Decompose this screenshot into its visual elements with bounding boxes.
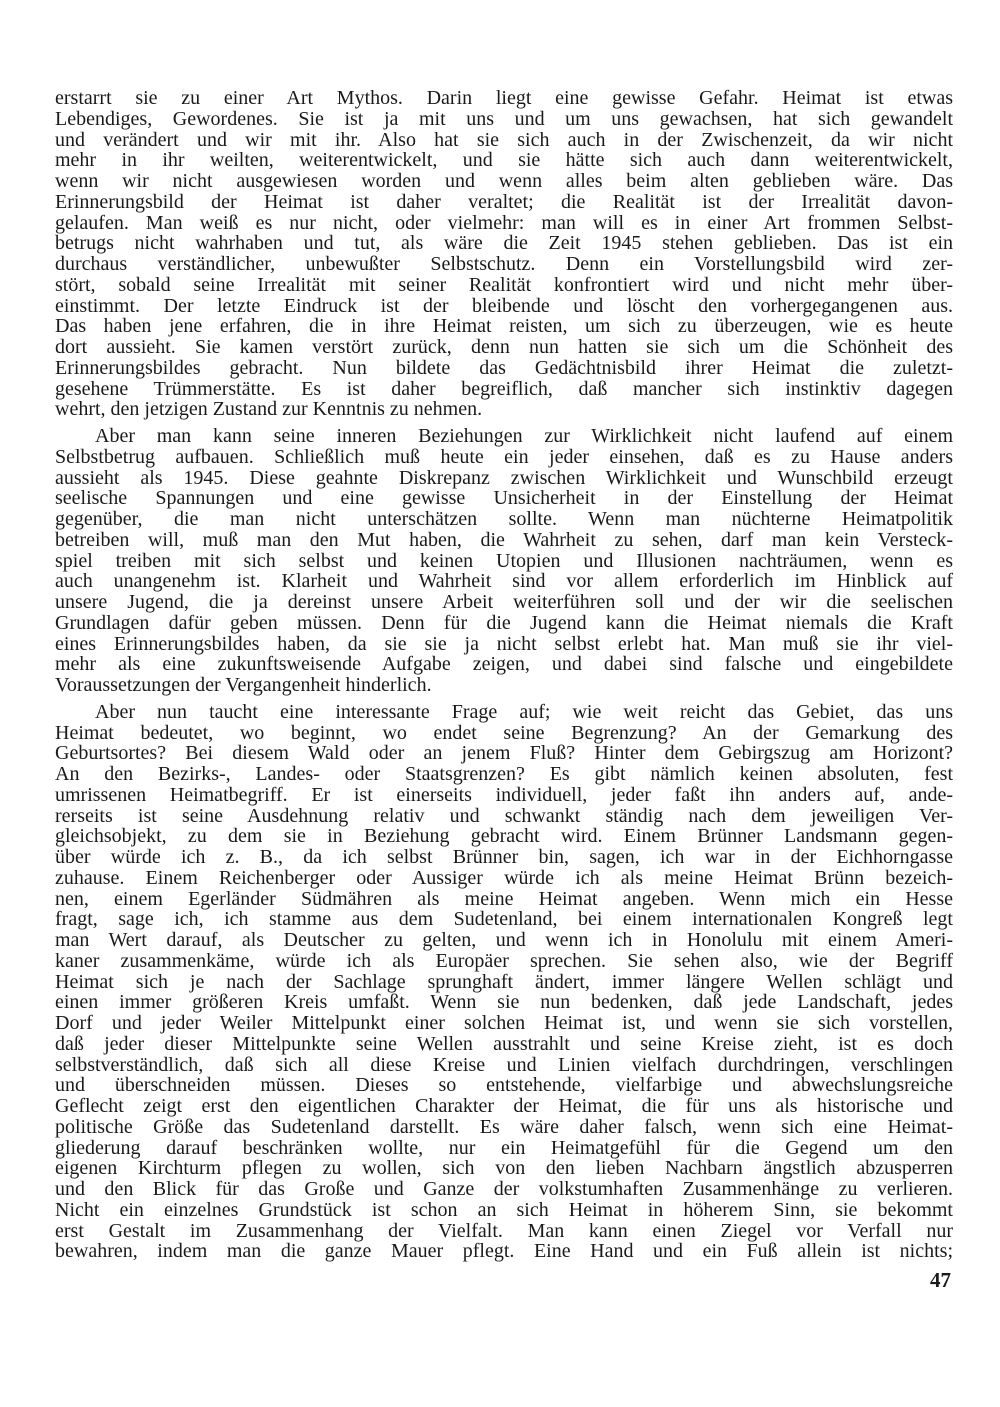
text-line: spiel treiben mit sich selbst und keinen Utopien und Illusionen nachträumen, wenn es [55, 549, 953, 572]
page-body [55, 88, 953, 1268]
text-line: einen immer größeren Kreis umfaßt. Wenn sie nun bedenken, daß jede Landschaft, jedes [55, 991, 953, 1014]
paragraph [55, 88, 953, 420]
text-line: Heimat sich je nach der Sachlage sprunghaft ändert, immer längere Wellen schlägt und [55, 970, 953, 993]
text-line: wehrt, den jetzigen Zustand zur Kenntnis zu nehmen. [55, 398, 483, 421]
text-line: Voraussetzungen der Vergangenheit hinderlich. [55, 674, 432, 696]
text-line: erst Gestalt im Zusammenhang der Vielfalt. Man kann einen Ziegel vor Verfall nur [55, 1219, 953, 1242]
paragraph [55, 426, 953, 696]
text-line: betrugs nicht wahrhaben und tut, als wäre die Zeit 1945 stehen geblieben. Das ist ein [55, 232, 953, 255]
text-line: Das haben jene erfahren, die in ihre Heimat reisten, um sich zu überzeugen, wie es heute [55, 315, 953, 338]
text-line: erstarrt sie zu einer Art Mythos. Darin liegt eine gewisse Gefahr. Heimat ist etwas [55, 87, 953, 109]
text-line: dort aussieht. Sie kamen verstört zurück, denn nun hatten sie sich um die Schönheit des [55, 336, 953, 358]
text-line: und verändert und wir mit ihr. Also hat sie sich auch in der Zwischenzeit, da wir nicht [55, 128, 953, 151]
text-line: Aber nun taucht eine interessante Frage auf; wie weit reicht das Gebiet, das uns [95, 700, 953, 723]
text-line: einstimmt. Der letzte Eindruck ist der bleibende und löscht den vorhergegangenen aus. [55, 294, 953, 317]
text-line: gegenüber, die man nicht unterschätzen sollte. Wenn man nüchterne Heimatpolitik [55, 508, 953, 530]
text-line: durchaus verständlicher, unbewußter Selbstschutz. Denn ein Vorstellungsbild wird zer- [55, 253, 953, 275]
text-line: und überschneiden müssen. Dieses so entstehende, vielfarbige und abwechslungsreiche [55, 1074, 953, 1097]
text-line: eines Erinnerungsbildes haben, da sie sie ja nicht selbst erlebt hat. Man muß sie ihr viel- [55, 632, 953, 655]
text-line: Grundlagen dafür geben müssen. Denn für die Jugend kann die Heimat niemals die Kraft [55, 611, 953, 634]
paragraph [55, 702, 953, 1262]
text-line: nen, einem Egerländer Südmähren als meine Heimat angeben. Wenn mich ein Hesse [55, 887, 953, 910]
text-line: Heimat bedeutet, wo beginnt, wo endet seine Begrenzung? An der Gemarkung des [55, 721, 953, 744]
text-line: bewahren, indem man die ganze Mauer pflegt. Eine Hand und ein Fuß allein ist nichts; [55, 1240, 953, 1263]
text-line: gesehene Trümmerstätte. Es ist daher begreiflich, daß mancher sich instinktiv dagegen [55, 377, 953, 400]
page-number: 47 [930, 1268, 951, 1292]
text-line: man Wert darauf, als Deutscher zu gelten, und wenn ich in Honolulu mit einem Ameri- [55, 929, 953, 951]
text-line: aussieht als 1945. Diese geahnte Diskrepanz zwischen Wirklichkeit und Wunschbild erzeugt [55, 466, 953, 489]
text-line: Lebendiges, Gewordenes. Sie ist ja mit uns und um uns gewachsen, hat sich gewandelt [55, 107, 953, 130]
text-line: betreiben will, muß man den Mut haben, die Wahrheit zu sehen, darf man kein Versteck- [55, 528, 953, 551]
text-line: daß jeder dieser Mittelpunkte seine Wellen ausstrahlt und seine Kreise zieht, ist es doch [55, 1032, 953, 1055]
text-line: Nicht ein einzelnes Grundstück ist schon an sich Heimat in höherem Sinn, sie bekommt [55, 1198, 953, 1221]
text-line: über würde ich z. B., da ich selbst Brünner bin, sagen, ich war in der Eichhorngasse [55, 846, 953, 868]
text-line: Geburtsortes? Bei diesem Wald oder an jenem Fluß? Hinter dem Gebirgszug am Horizont? [55, 742, 953, 765]
text-line: Dorf und jeder Weiler Mittelpunkt einer solchen Heimat ist, und wenn sie sich vorstellen, [55, 1012, 953, 1034]
text-line: fragt, sage ich, ich stamme aus dem Sudetenland, bei einem internationalen Kongreß legt [55, 908, 953, 931]
text-line: eigenen Kirchturm pflegen zu wollen, sich von den lieben Nachbarn ängstlich abzusperren [55, 1157, 953, 1180]
text-line: mehr in ihr weilten, weiterentwickelt, und sie hätte sich auch dann weiterentwickelt, [55, 149, 953, 172]
text-line: Aber man kann seine inneren Beziehungen zur Wirklichkeit nicht laufend auf einem [95, 425, 953, 447]
text-line: wenn wir nicht ausgewiesen worden und wenn alles beim alten geblieben wäre. Das [55, 170, 953, 192]
text-line: unsere Jugend, die ja dereinst unsere Arbeit weiterführen soll und der wir die seelischen [55, 591, 953, 613]
text-line: seelische Spannungen und eine gewisse Unsicherheit in der Einstellung der Heimat [55, 487, 953, 510]
text-line: rerseits ist seine Ausdehnung relativ und schwankt ständig nach dem jeweiligen Ver- [55, 804, 953, 827]
text-line: gelaufen. Man weiß es nur nicht, oder vielmehr: man will es in einer Art frommen Selbst- [55, 211, 953, 234]
text-line: und den Blick für das Große und Ganze der volkstumhaften Zusammenhänge zu verlieren. [55, 1178, 953, 1200]
text-line: An den Bezirks-, Landes- oder Staatsgrenzen? Es gibt nämlich keinen absoluten, fest [55, 763, 953, 785]
text-line: Erinnerungsbildes gebracht. Nun bildete das Gedächtnisbild ihrer Heimat die zuletzt- [55, 356, 953, 379]
text-line: kaner zusammenkäme, würde ich als Europäer sprechen. Sie sehen also, wie der Begriff [55, 949, 953, 972]
text-line: zuhause. Einem Reichenberger oder Aussiger würde ich als meine Heimat Brünn bezeich- [55, 866, 953, 889]
text-line: Erinnerungsbild der Heimat ist daher veraltet; die Realität ist der Irrealität davon- [55, 190, 953, 213]
text-line: politische Größe das Sudetenland darstellt. Es wäre daher falsch, wenn sich eine Heimat- [55, 1115, 953, 1138]
text-line: selbstverständlich, daß sich all diese Kreise und Linien vielfach durchdringen, verschlingen [55, 1053, 953, 1076]
text-line: mehr als eine zukunftsweisende Aufgabe zeigen, und dabei sind falsche und eingebildete [55, 653, 953, 676]
text-line: auch unangenehm ist. Klarheit und Wahrheit sind vor allem erforderlich im Hinblick auf [55, 570, 953, 593]
text-line: umrissenen Heimatbegriff. Er ist einerseits individuell, jeder faßt ihn anders auf, ande- [55, 783, 953, 806]
text-line: stört, sobald seine Irrealität mit seiner Realität konfrontiert wird und nicht mehr über- [55, 273, 953, 296]
text-line: gleichsobjekt, zu dem sie in Beziehung gebracht wird. Einem Brünner Landsmann gegen- [55, 825, 953, 848]
text-line: Selbstbetrug aufbauen. Schließlich muß heute ein jeder einsehen, daß es zu Hause anders [55, 445, 953, 468]
text-line: gliederung darauf beschränken wollte, nur ein Heimatgefühl für die Gegend um den [55, 1136, 953, 1159]
text-line: Geflecht zeigt erst den eigentlichen Charakter der Heimat, die für uns als historische und [55, 1095, 953, 1117]
